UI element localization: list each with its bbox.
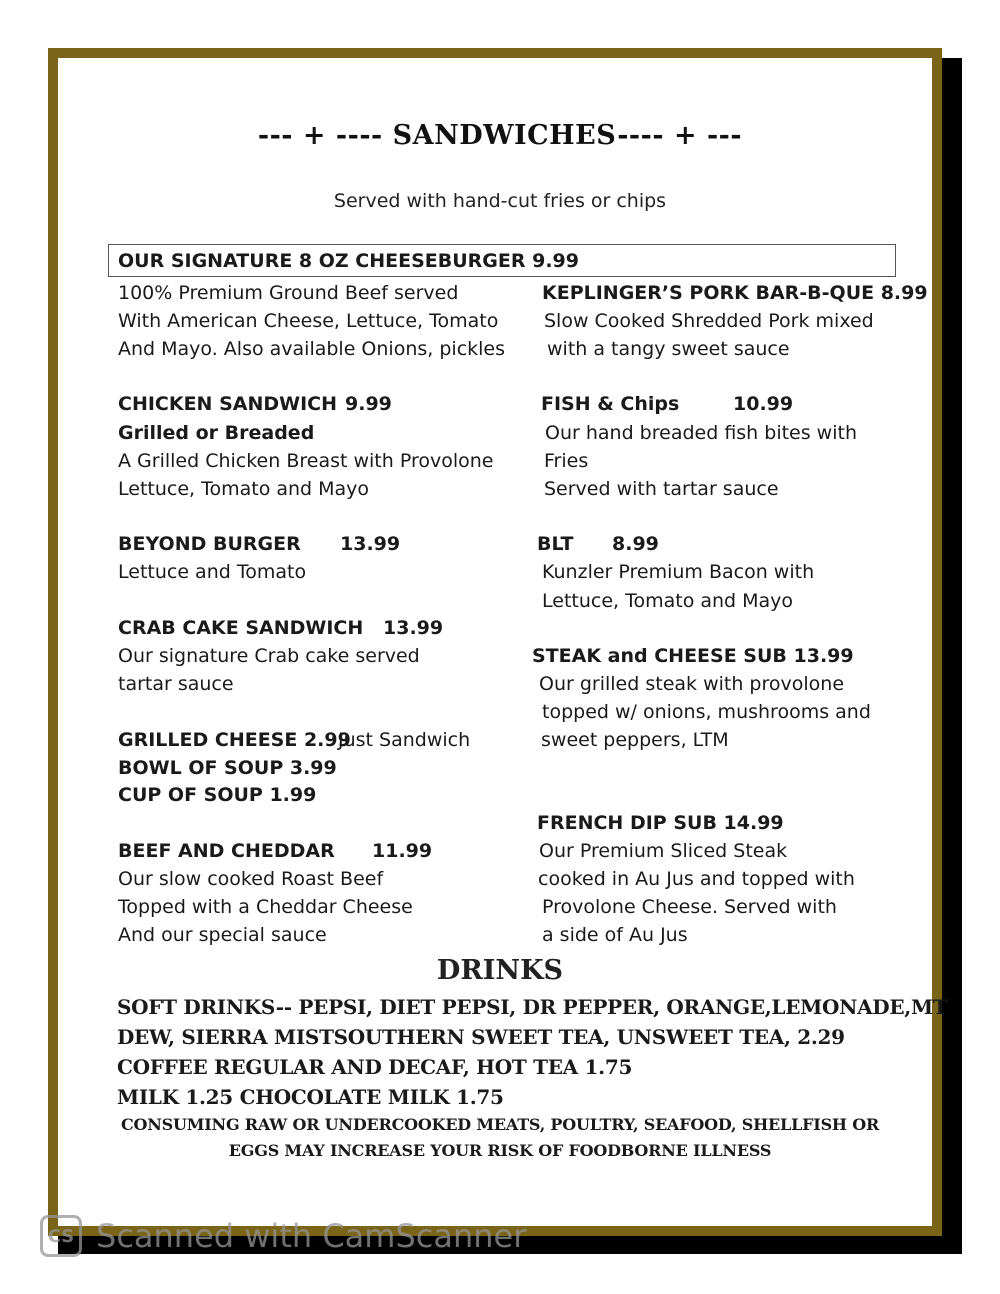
camscanner-watermark: [40, 1214, 526, 1258]
drinks-title: DRINKS: [436, 955, 564, 986]
chicken-sandwich-name: CHICKEN SANDWICH: [118, 393, 338, 415]
beyond-burger-desc: Lettuce and Tomato: [118, 561, 307, 583]
fish-chips-desc-3: Served with tartar sauce: [544, 478, 779, 500]
crab-cake-desc-2: tartar sauce: [118, 673, 234, 695]
food-warning-line-2: EGGS MAY INCREASE YOUR RISK OF FOODBORNE ILLNESS: [228, 1141, 772, 1160]
fish-chips-desc-1: Our hand breaded fish bites with: [545, 422, 857, 444]
signature-burger-desc-1: 100% Premium Ground Beef served: [118, 282, 459, 304]
blt-desc-2: Lettuce, Tomato and Mayo: [542, 590, 794, 612]
menu-title: --- + ---- SANDWICHES---- + ---: [257, 120, 743, 151]
beef-cheddar-desc-2: Topped with a Cheddar Cheese: [118, 896, 413, 918]
beef-cheddar-desc-3: And our special sauce: [118, 924, 327, 946]
pork-bbq-desc-1: Slow Cooked Shredded Pork mixed: [544, 310, 874, 332]
beef-cheddar-name: BEEF AND CHEDDAR: [118, 840, 335, 862]
beyond-burger-name: BEYOND BURGER: [118, 533, 301, 555]
french-dip-title: FRENCH DIP SUB 14.99: [537, 812, 784, 834]
beef-cheddar-desc-1: Our slow cooked Roast Beef: [118, 868, 384, 890]
camscanner-logo-icon: CS: [40, 1215, 82, 1257]
french-dip-desc-3: Provolone Cheese. Served with: [542, 896, 837, 918]
cup-of-soup-item: CUP OF SOUP 1.99: [118, 784, 317, 806]
chicken-sandwich-option: Grilled or Breaded: [118, 422, 315, 444]
french-dip-desc-1: Our Premium Sliced Steak: [539, 840, 788, 862]
beyond-burger-price: 13.99: [340, 533, 401, 555]
chicken-sandwich-price: 9.99: [345, 393, 392, 415]
beef-cheddar-price: 11.99: [372, 840, 433, 862]
pork-bbq-desc-2: with a tangy sweet sauce: [547, 338, 790, 360]
blt-name: BLT: [537, 533, 574, 555]
chicken-sandwich-desc-2: Lettuce, Tomato and Mayo: [118, 478, 370, 500]
drinks-line-tea: DEW, SIERRA MISTSOUTHERN SWEET TEA, UNSWEET TEA, 2.29: [117, 1025, 845, 1049]
blt-desc-1: Kunzler Premium Bacon with: [542, 561, 815, 583]
crab-cake-price: 13.99: [383, 617, 444, 639]
drinks-line-coffee: COFFEE REGULAR AND DECAF, HOT TEA 1.75: [117, 1055, 633, 1079]
signature-burger-title: OUR SIGNATURE 8 OZ CHEESEBURGER 9.99: [118, 250, 580, 272]
fish-chips-price: 10.99: [733, 393, 794, 415]
bowl-of-soup-item: BOWL OF SOUP 3.99: [118, 757, 337, 779]
steak-cheese-desc-1: Our grilled steak with provolone: [539, 673, 845, 695]
chicken-sandwich-desc-1: A Grilled Chicken Breast with Provolone: [118, 450, 494, 472]
fish-chips-name: FISH & Chips: [541, 393, 680, 415]
food-warning-line-1: CONSUMING RAW OR UNDERCOOKED MEATS, POULTRY, SEAFOOD, SHELLFISH OR: [120, 1115, 880, 1134]
steak-cheese-desc-2: topped w/ onions, mushrooms and: [542, 701, 871, 723]
menu-subtitle: Served with hand-cut fries or chips: [333, 190, 667, 212]
fish-chips-desc-2: Fries: [544, 450, 589, 472]
drinks-line-soft: SOFT DRINKS-- PEPSI, DIET PEPSI, DR PEPPER, ORANGE,LEMONADE,MT: [117, 995, 948, 1019]
grilled-cheese-note: Just Sandwich: [338, 729, 471, 751]
french-dip-desc-2: cooked in Au Jus and topped with: [538, 868, 855, 890]
crab-cake-desc-1: Our signature Crab cake served: [118, 645, 420, 667]
blt-price: 8.99: [612, 533, 659, 555]
pork-bbq-title: KEPLINGER’S PORK BAR-B-QUE 8.99: [542, 282, 928, 304]
signature-burger-desc-3: And Mayo. Also available Onions, pickles: [118, 338, 506, 360]
steak-cheese-title: STEAK and CHEESE SUB 13.99: [532, 645, 854, 667]
signature-burger-desc-2: With American Cheese, Lettuce, Tomato: [118, 310, 499, 332]
drinks-line-milk: MILK 1.25 CHOCOLATE MILK 1.75: [117, 1085, 504, 1109]
crab-cake-name: CRAB CAKE SANDWICH: [118, 617, 364, 639]
watermark-text: Scanned with CamScanner: [96, 1217, 527, 1255]
steak-cheese-desc-3: sweet peppers, LTM: [541, 729, 729, 751]
french-dip-desc-4: a side of Au Jus: [542, 924, 688, 946]
grilled-cheese-item: GRILLED CHEESE 2.99: [118, 729, 351, 751]
